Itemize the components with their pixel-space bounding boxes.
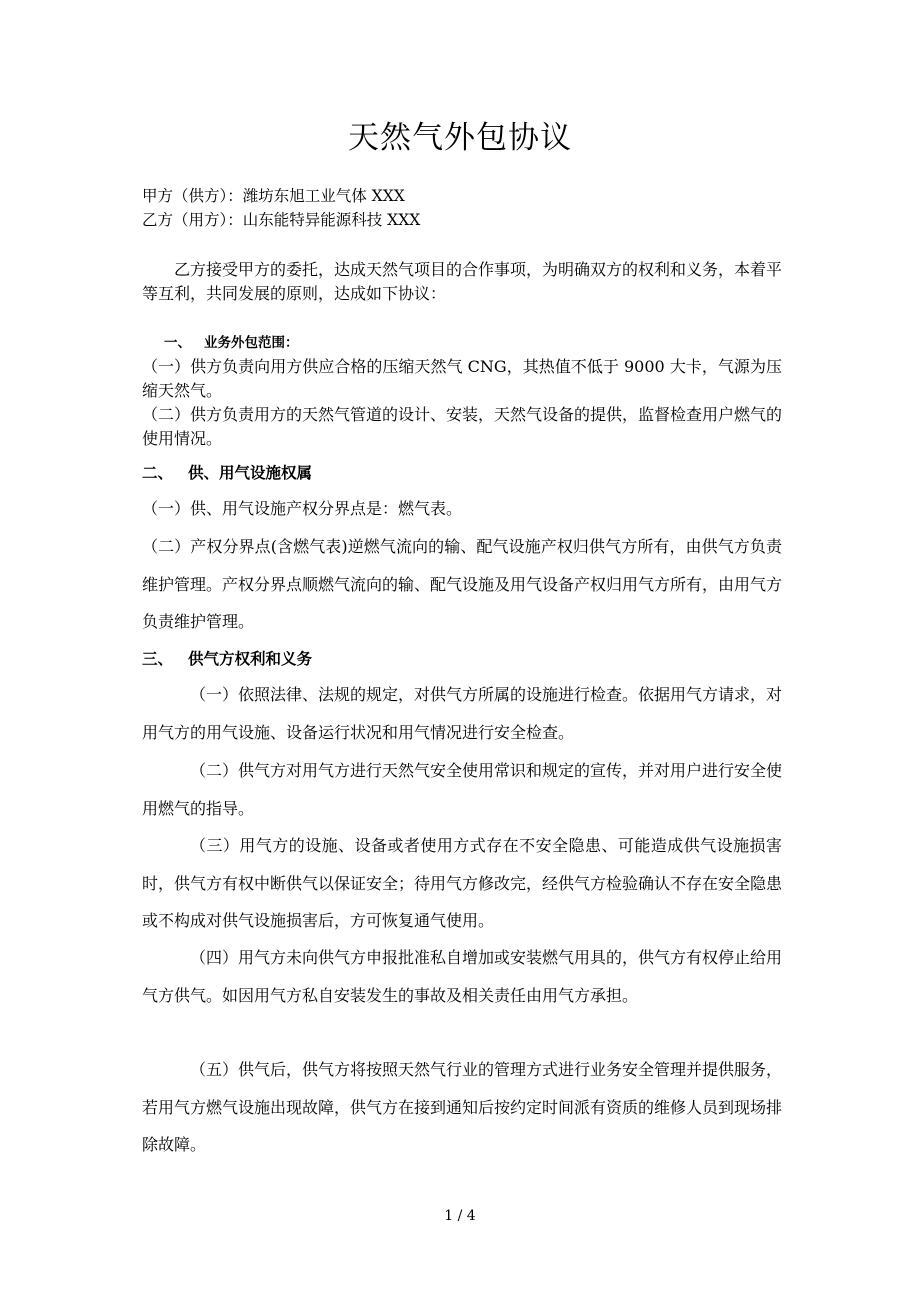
page-number: 1 / 4	[444, 1208, 476, 1224]
section-1-title: 业务外包范围：	[204, 335, 299, 351]
intro-paragraph: 乙方接受甲方的委托，达成天然气项目的合作事项，为明确双方的权利和义务，本着平等互利，共同发展的原则，达成如下协议：	[142, 260, 783, 303]
document-title: 天然气外包协议	[348, 120, 572, 156]
section-3-clause-2: （二）供气方对用气方进行天然气安全使用常识和规定的宣传，并对用户进行安全使用燃气的指导。	[142, 761, 783, 818]
party-b-line: 乙方（用方）：山东能特异能源科技 XXX	[142, 211, 421, 229]
section-3-clause-1: （一）依照法律、法规的规定，对供气方所属的设施进行检查。依据用气方请求，对用气方的用气设施、设备运行状况和用气情况进行安全检查。	[142, 685, 783, 742]
section-2-title: 供、用气设施权属	[188, 464, 313, 482]
section-1-clause-1: （一）供方负责向用方供应合格的压缩天然气 CNG，其热值不低于 9000 大卡，气源为压缩天然气。	[142, 357, 782, 400]
section-3-clause-3: （三）用气方的设施、设备或者使用方式存在不安全隐患、可能造成供气设施损害时，供气方有权中断供气以保证安全；待用气方修改完，经供气方检验确认不存在安全隐患或不构成对供气设施损害后，方可恢复通气使用。	[142, 836, 783, 930]
section-3-heading	[142, 647, 782, 671]
party-a-line: 甲方（供方）：潍坊东旭工业气体 XXX	[142, 187, 405, 205]
section-2-clause-1: （一）供、用气设施产权分界点是：燃气表。	[142, 499, 463, 518]
section-2-heading	[142, 461, 782, 485]
section-3-title: 供气方权利和义务	[188, 650, 313, 668]
section-1-clause-2: （二）供方负责用方的天然气管道的设计、安装，天然气设备的提供，监督检查用户燃气的使用情况。	[142, 405, 783, 448]
section-1-heading	[164, 331, 804, 355]
section-3-number: 三、	[142, 650, 174, 668]
section-1-number: 一、	[164, 335, 191, 351]
section-3-clause-5: （五）供气后，供气方将按照天然气行业的管理方式进行业务安全管理并提供服务，若用气方燃气设施出现故障，供气方在接到通知后按约定时间派有资质的维修人员到现场排除故障。	[142, 1060, 783, 1154]
section-2-clause-2: （二）产权分界点(含燃气表)逆燃气流向的输、配气设施产权归供气方所有，由供气方负责维护管理。产权分界点顺燃气流向的输、配气设施及用气设备产权归用气方所有，由用气方负责维护管理。	[142, 537, 783, 631]
section-3-clause-4: （四）用气方未向供气方申报批准私自增加或安装燃气用具的，供气方有权停止给用气方供气。如因用气方私自安装发生的事故及相关责任由用气方承担。	[142, 948, 783, 1005]
section-2-number: 二、	[142, 464, 174, 482]
